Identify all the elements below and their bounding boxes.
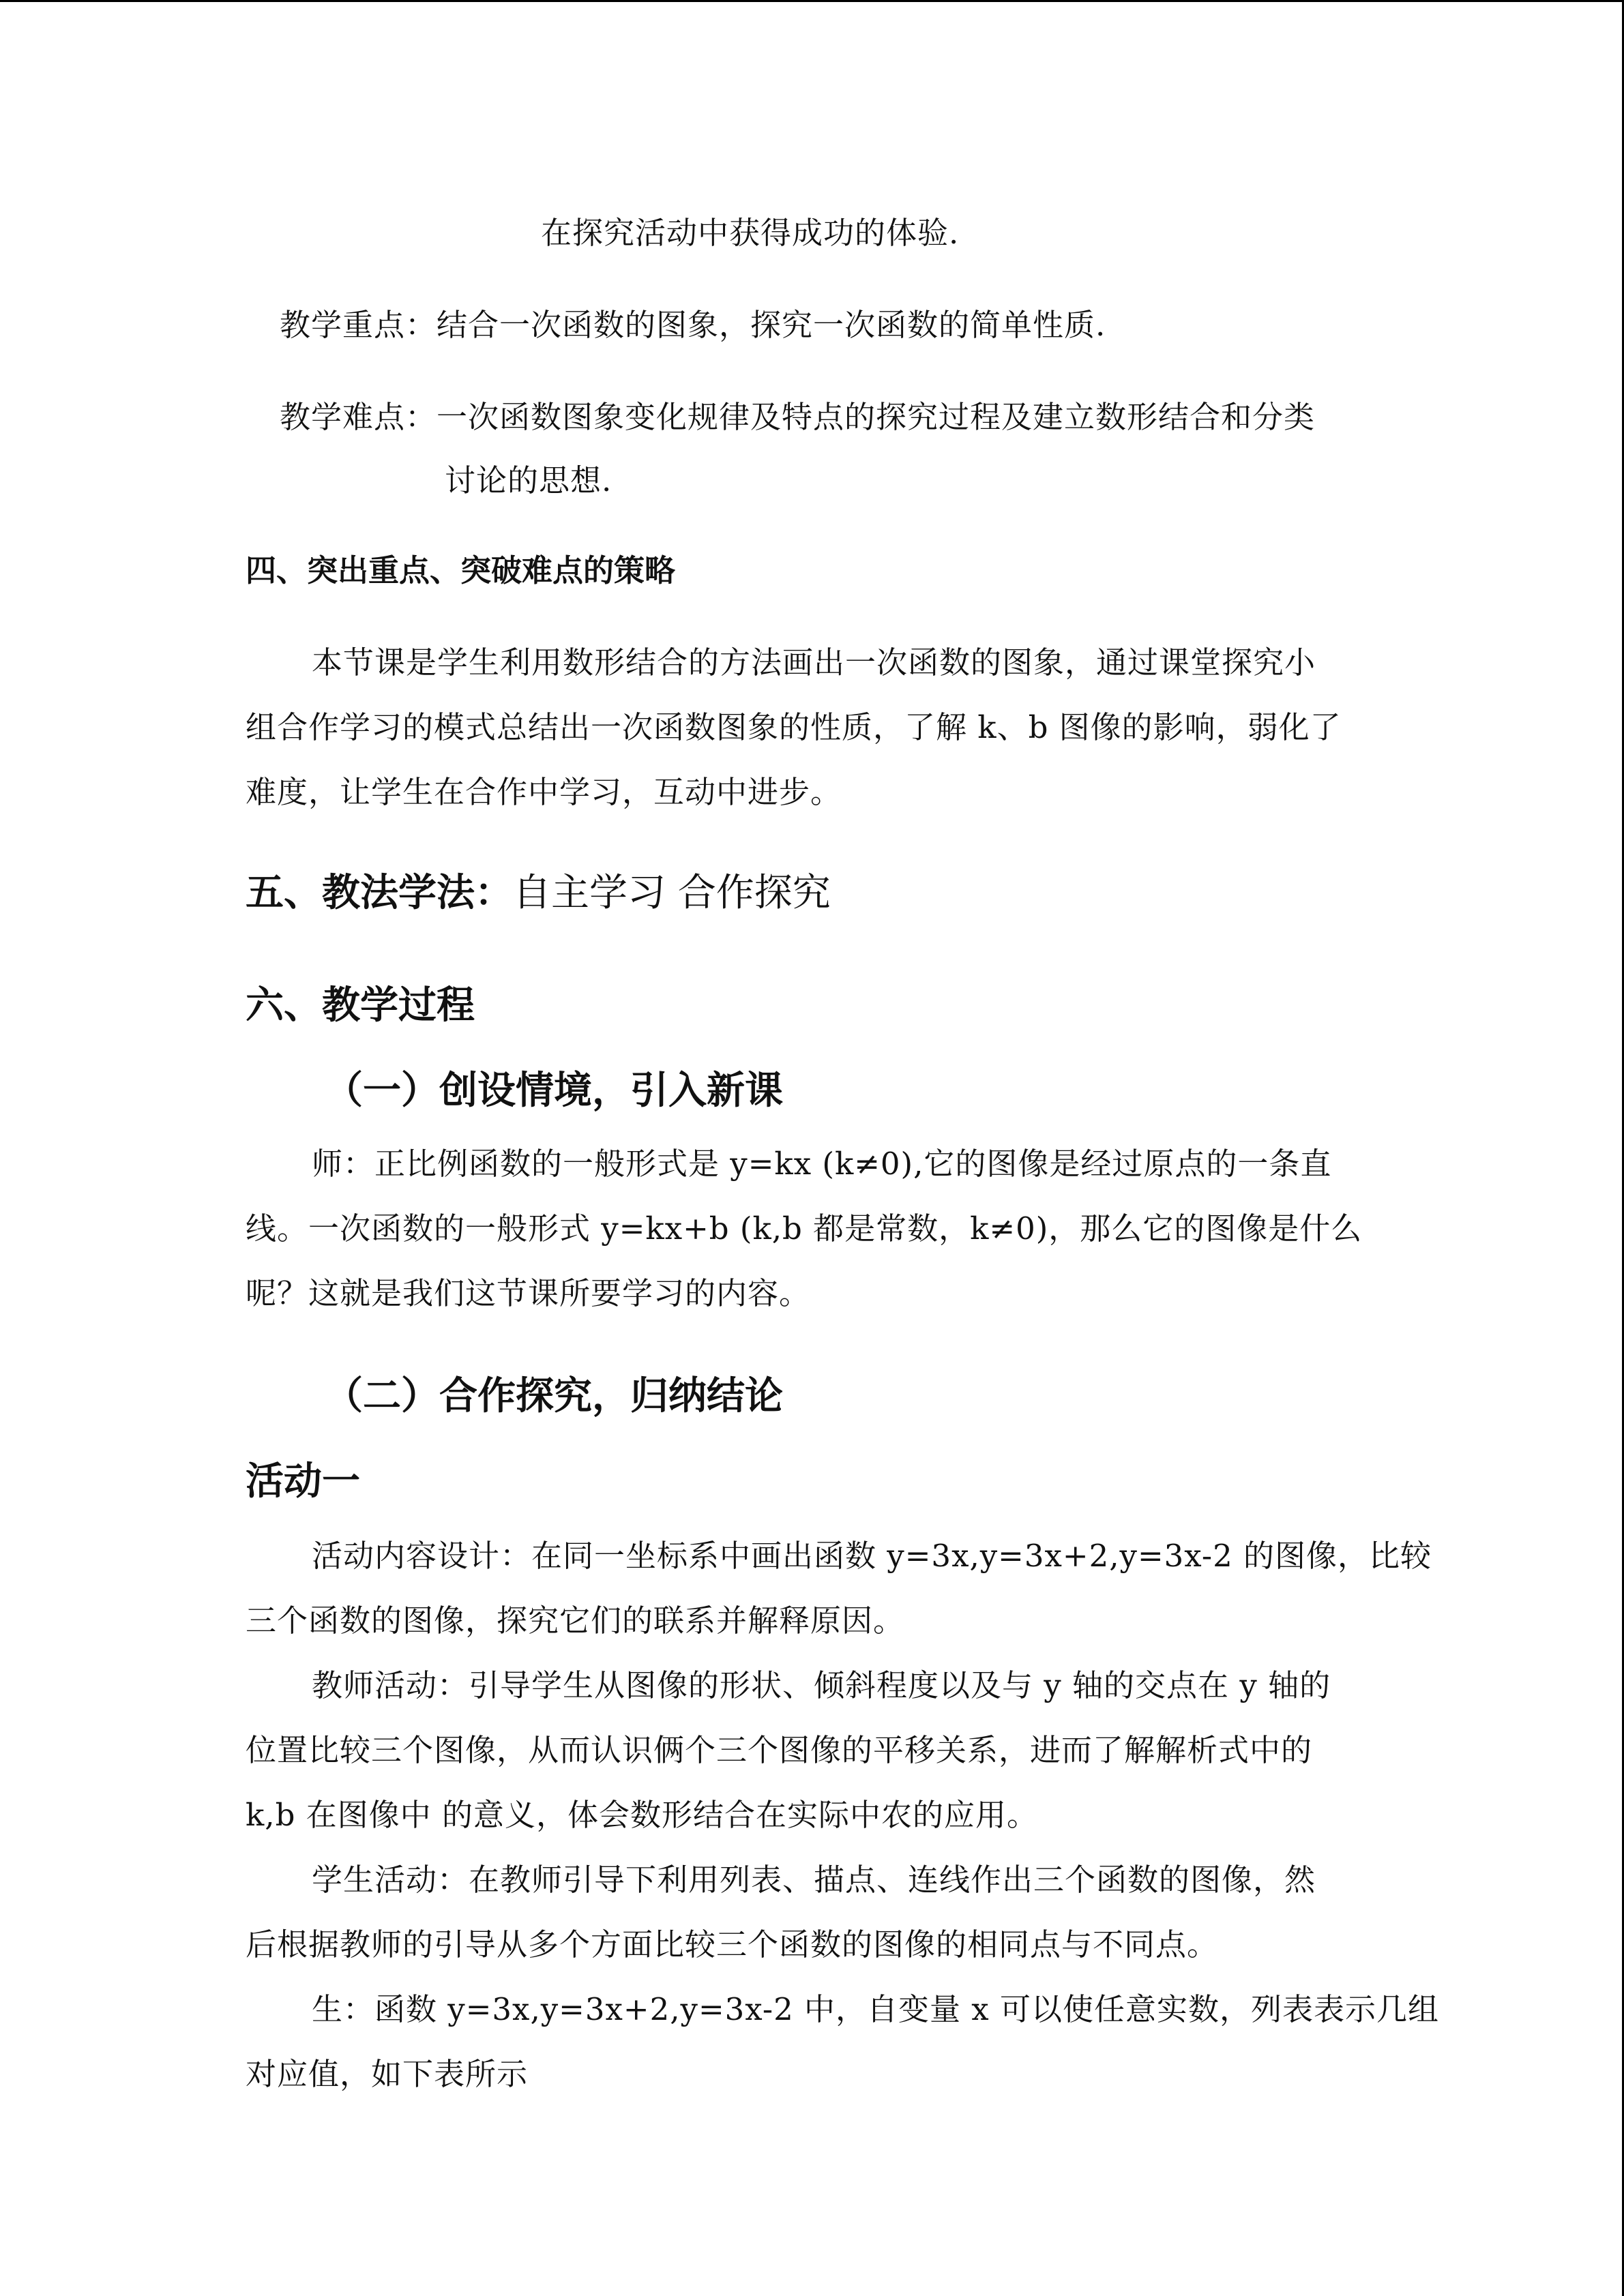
paragraph-line: 师：正比例函数的一般形式是 y=kx (k≠0),它的图像是经过原点的一条直 [312,1146,1332,1182]
paragraph-line: 呢？这就是我们这节课所要学习的内容。 [246,1275,811,1311]
paragraph-line: k,b 在图像中 的意义，体会数形结合在实际中农的应用。 [246,1797,1038,1833]
difficulty-line: 教学难点：一次函数图象变化规律及特点的探究过程及建立数形结合和分类 [280,399,1316,435]
paragraph-line: 位置比较三个图像，从而认识俩个三个图像的平移关系，进而了解解析式中的 [246,1732,1313,1768]
text-line: 讨论的思想. [445,462,612,498]
activity-heading: 活动一 [246,1459,360,1504]
paragraph-line: 教师活动：引导学生从图像的形状、倾斜程度以及与 y 轴的交点在 y 轴的 [312,1667,1331,1703]
paragraph-line: 线。一次函数的一般形式 y=kx+b (k,b 都是常数，k≠0)，那么它的图像是什么 [246,1210,1363,1247]
subsection-heading-1: （一）创设情境，引入新课 [325,1069,783,1113]
paragraph-line: 难度，让学生在合作中学习，互动中进步。 [246,774,842,810]
paragraph-line: 学生活动：在教师引导下利用列表、描点、连线作出三个函数的图像，然 [312,1862,1316,1898]
paragraph-line: 后根据教师的引导从多个方面比较三个函数的图像的相同点与不同点。 [246,1926,1219,1963]
paragraph-line: 活动内容设计：在同一坐标系中画出函数 y=3x,y=3x+2,y=3x-2 的图像，比较 [312,1538,1432,1574]
section-heading-4: 四、突出重点、突破难点的策略 [246,552,676,588]
page-top-border [0,0,1624,5]
paragraph-line: 对应值，如下表所示 [246,2056,529,2092]
paragraph-line: 三个函数的图像，探究它们的联系并解释原因。 [246,1602,905,1639]
paragraph-line: 本节课是学生利用数形结合的方法画出一次函数的图象，通过课堂探究小 [312,644,1316,681]
paragraph-line: 组合作学习的模式总结出一次函数图象的性质，了解 k、b 图像的影响，弱化了 [246,709,1342,745]
text-line: 在探究活动中获得成功的体验. [541,215,960,251]
subsection-heading-2: （二）合作探究，归纳结论 [325,1374,783,1418]
section-heading-5-title: 五、教法学法： [246,871,513,915]
key-point-line: 教学重点：结合一次函数的图象，探究一次函数的简单性质. [280,307,1106,343]
paragraph-line: 生：函数 y=3x,y=3x+2,y=3x-2 中，自变量 x 可以使任意实数，列表表示几组 [312,1991,1439,2027]
section-heading-5 [246,863,831,917]
section-heading-5-methods: 自主学习 合作探究 [513,871,831,915]
section-heading-6: 六、教学过程 [246,983,475,1028]
